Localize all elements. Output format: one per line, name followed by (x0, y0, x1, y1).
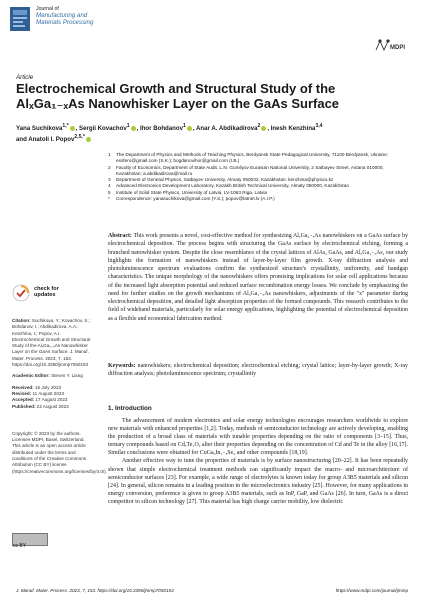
section-number: 1. (108, 405, 114, 412)
editor-name: Steven Y. Liang (51, 373, 83, 379)
orcid-icon[interactable] (187, 126, 192, 131)
orcid-icon[interactable] (70, 126, 75, 131)
published-date: 22 August 2023 (36, 403, 69, 409)
mdpi-logo-icon[interactable] (374, 39, 406, 52)
keywords-text: nanowhiskers; electrochemical deposition; electrochemical etching; crystal lattice; layer-by-layer growth; X-ray diffraction analysis; photoluminescence spectrum; crystallinity (108, 363, 408, 378)
copyright-text: Copyright: © 2023 by the authors. Licensee MDPI, Basel, Switzerland. This article is an open access article distributed under the terms and conditions of the Creative Commons Attribution (CC BY) license (https://creativecommons.org/licenses/by/4.0/). (12, 430, 107, 474)
abstract-text: This work presents a novel, cost-effective method for synthesizing AlₓGa₁₋ₓAs nanowhiskers on a GaAs surface by electrochemical deposition. The process begins with structuring the GaAs surface by electrochemical etching, forming a branched nanowhisker system. Despite the close resemblance of the crystal lattices of AlAs, GaAs, and AlₓGa₁₋ₓAs, our study highlights the formation of nanowhiskers instead of layer-by-layer film growth. X-ray diffraction analysis and photoluminescence spectrum evaluations confirm the synthesized structure's crystallinity, uniformity, and bandgap characteristics. The unique morphology of the nanowhiskers offers promising implications for solar cell applications because of the increased light absorption potential and reduced surface recombination energy losses. We conclude by emphasizing the need for further studies on the growth mechanisms of AlₓGa₁₋ₓAs nanowhiskers, adjustments of the "x" parameter during electrochemical deposition, and detailed light absorption properties of the formed compounds. This research contributes to the field of wideband materials, particularly for solar energy applications, highlighting the potential of electrochemical deposition as a flexible and economical fabrication method. (108, 233, 408, 322)
author-name[interactable]: Anar A. Abdikadirova (196, 125, 258, 133)
received-date: 16 July 2023 (35, 384, 62, 390)
affiliation-item (108, 165, 408, 178)
affiliation-text: Institute of Solid State Physics, University of Latvia, LV-1063 Riga, Latvia (116, 189, 268, 195)
accepted-date: 17 August 2023 (35, 397, 68, 403)
received-label: Received: (12, 384, 34, 390)
journal-word: Journal of (36, 6, 59, 12)
author-superscript: 2 (257, 123, 261, 129)
citation-label: Citation: (12, 318, 31, 323)
article-type: Article (16, 74, 34, 81)
affiliations (108, 152, 408, 202)
date-published (12, 404, 94, 410)
editor-label: Academic Editor: (12, 373, 50, 379)
affiliation-number: 1 (108, 152, 111, 157)
affiliation-number: 3 (108, 177, 111, 183)
affiliation-number: 5 (108, 189, 111, 195)
citation-text[interactable]: Suchikova, Y.; Kovachov, S.; Bohdanov, I.; Abdikadirova, A.A.; Kenzhina, I.; Popov, A.I. Electrochemical Growth and Structural Study of the AlₓGa₁₋ₓAs Nanowhisker Layer on the GaAs Surface. J. Manuf. Mater. Process. 2023, 7, 153. https://doi.org/10.3390/jmmp7050153 (12, 318, 91, 368)
author-name[interactable]: Yana Suchikova (16, 125, 63, 133)
footer-journal-link[interactable]: https://www.mdpi.com/journal/jmmp (335, 588, 408, 593)
author-superscript: 2,5,* (74, 134, 85, 141)
affiliation-item (108, 196, 408, 202)
orcid-icon[interactable] (86, 137, 91, 142)
author-name[interactable]: Inesh Kenzhina (270, 125, 316, 133)
check-updates-line1: check for (34, 286, 59, 292)
journal-name (36, 6, 176, 26)
author-superscript: 1,* (62, 123, 69, 129)
affiliation-text: Faculty of Economics, Department of State Audit, L.N. Gumilyov Eurasian National University, 2 Satbayev Street, Astana 010000, Kazakhstan; a.abdikadirova@mail.ru (116, 164, 384, 176)
abstract (108, 232, 408, 323)
copyright-notice (12, 430, 107, 475)
author-name[interactable]: Sergii Kovachov (79, 125, 127, 133)
cc-license-badge[interactable] (12, 533, 48, 549)
revised-label: Revised: (12, 390, 32, 396)
journal-logo-icon (10, 7, 30, 31)
orcid-icon[interactable] (261, 126, 266, 131)
author-superscript: 1 (183, 123, 186, 129)
citation-sidebar (12, 318, 107, 475)
citation (12, 318, 94, 368)
orcid-icon[interactable] (131, 126, 136, 131)
affiliation-text: The Department of Physics and Methods of Teaching Physics, Berdyansk State Pedagogical University, 71100 Berdyansk, Ukraine; essfero@gmail.com (S.K.); bogdanovihor@gmail.com (I.B.) (116, 152, 389, 164)
keywords-label: Keywords: (108, 363, 136, 369)
article-title: Electrochemical Growth and Structural Study of the AlₓGa₁₋ₓAs Nanowhisker Layer on the GaAs Surface (16, 81, 340, 111)
affiliation-text: Advanced Electronics Development Laboratory, Kazakh British Technical University, Almaty 050000, Kazakhstan (116, 183, 349, 189)
author-superscript: 3,4 (315, 123, 323, 129)
check-for-updates-button[interactable] (12, 284, 72, 304)
author-list: Yana Suchikova$^{1,*}$ , Sergii Kovachov$^1$ , Ihor Bohdanov$^1$ , Anar A. Abdikadirova$^2$ , Inesh Kenzhina$^{3,4}$ and Anatoli I. Popov$^{2,5,*}$ (16, 123, 323, 144)
section-title: Introduction (115, 405, 152, 412)
author-superscript: 1 (126, 123, 130, 129)
check-updates-label (34, 286, 59, 298)
author-name[interactable]: Ihor Bohdanov (140, 125, 183, 133)
journal-title-line1: Manufacturing and (36, 12, 88, 19)
check-updates-line2: updates (34, 292, 56, 299)
affiliation-text: Department of General Physics, Satbayev University, Almaty 050032, Kazakhstan; kenzhina@physics.kz (116, 177, 334, 183)
affiliation-number: 4 (108, 183, 111, 189)
keywords (108, 362, 408, 379)
paragraph: The advancement of modern electronics and solar energy technologies encourages researchers worldwide to explore new materials with enhanced properties [1,2]. Today, methods of semiconductor technology are actively developing, enabling the production of a broad class of materials with tunable properties depending on the ratio of components [3–15]. Thus, ternary compounds based on CdₓTe₁Oᵧ alter their properties depending on the concentration of Cd and Te in the alloy [16,17]. Similar conclusions were obtained for CuGaₓIn₁₋ₓSe₂ and other compounds [18,19]. (108, 418, 408, 457)
affiliation-text: Correspondence: yanasuchikova@gmail.com (Y.S.); popov@latnet.lv (A.I.P.) (116, 196, 275, 202)
cc-badge-label: cc BY (13, 543, 27, 549)
academic-editor (12, 373, 94, 379)
paragraph: Another effective way to tune the properties of materials is by surface nanostructuring [20–22]. It has been repeatedly shown that simple electrochemical treatment methods can significantly impact the macro- and microarchitecture of semiconductor surfaces [23]. For example, a wide range of electrolytes is known today for group A3B5 materials and silicon [24]. In general, silicon remains in a leading position in the microelectronics industry [25]. However, for many applications in energy conversion, preference is given to group A3B5 materials, such as InP, GaP, and GaAs [26]. In turn, GaAs is a direct competitor to silicon technology [27]. This material has high charge carrier mobility, low dielectric (108, 458, 408, 505)
footer-citation[interactable]: J. Manuf. Mater. Process. 2023, 7, 153. https://doi.org/10.3390/jmmp7050153 (16, 588, 174, 593)
affiliation-item (108, 152, 408, 165)
revised-date: 11 August 2023 (32, 390, 65, 396)
author-name[interactable]: and Anatoli I. Popov (16, 136, 75, 144)
affiliation-number: * (108, 196, 110, 202)
affiliation-number: 2 (108, 164, 111, 170)
introduction-body (108, 417, 408, 506)
mdpi-logo-text: MDPI (390, 45, 405, 51)
section-heading (108, 405, 152, 412)
published-label: Published: (12, 403, 36, 409)
accepted-label: Accepted: (12, 397, 35, 403)
check-updates-icon (12, 284, 30, 302)
journal-title-line2: Materials Processing (36, 19, 94, 26)
abstract-label: Abstract: (108, 233, 132, 239)
